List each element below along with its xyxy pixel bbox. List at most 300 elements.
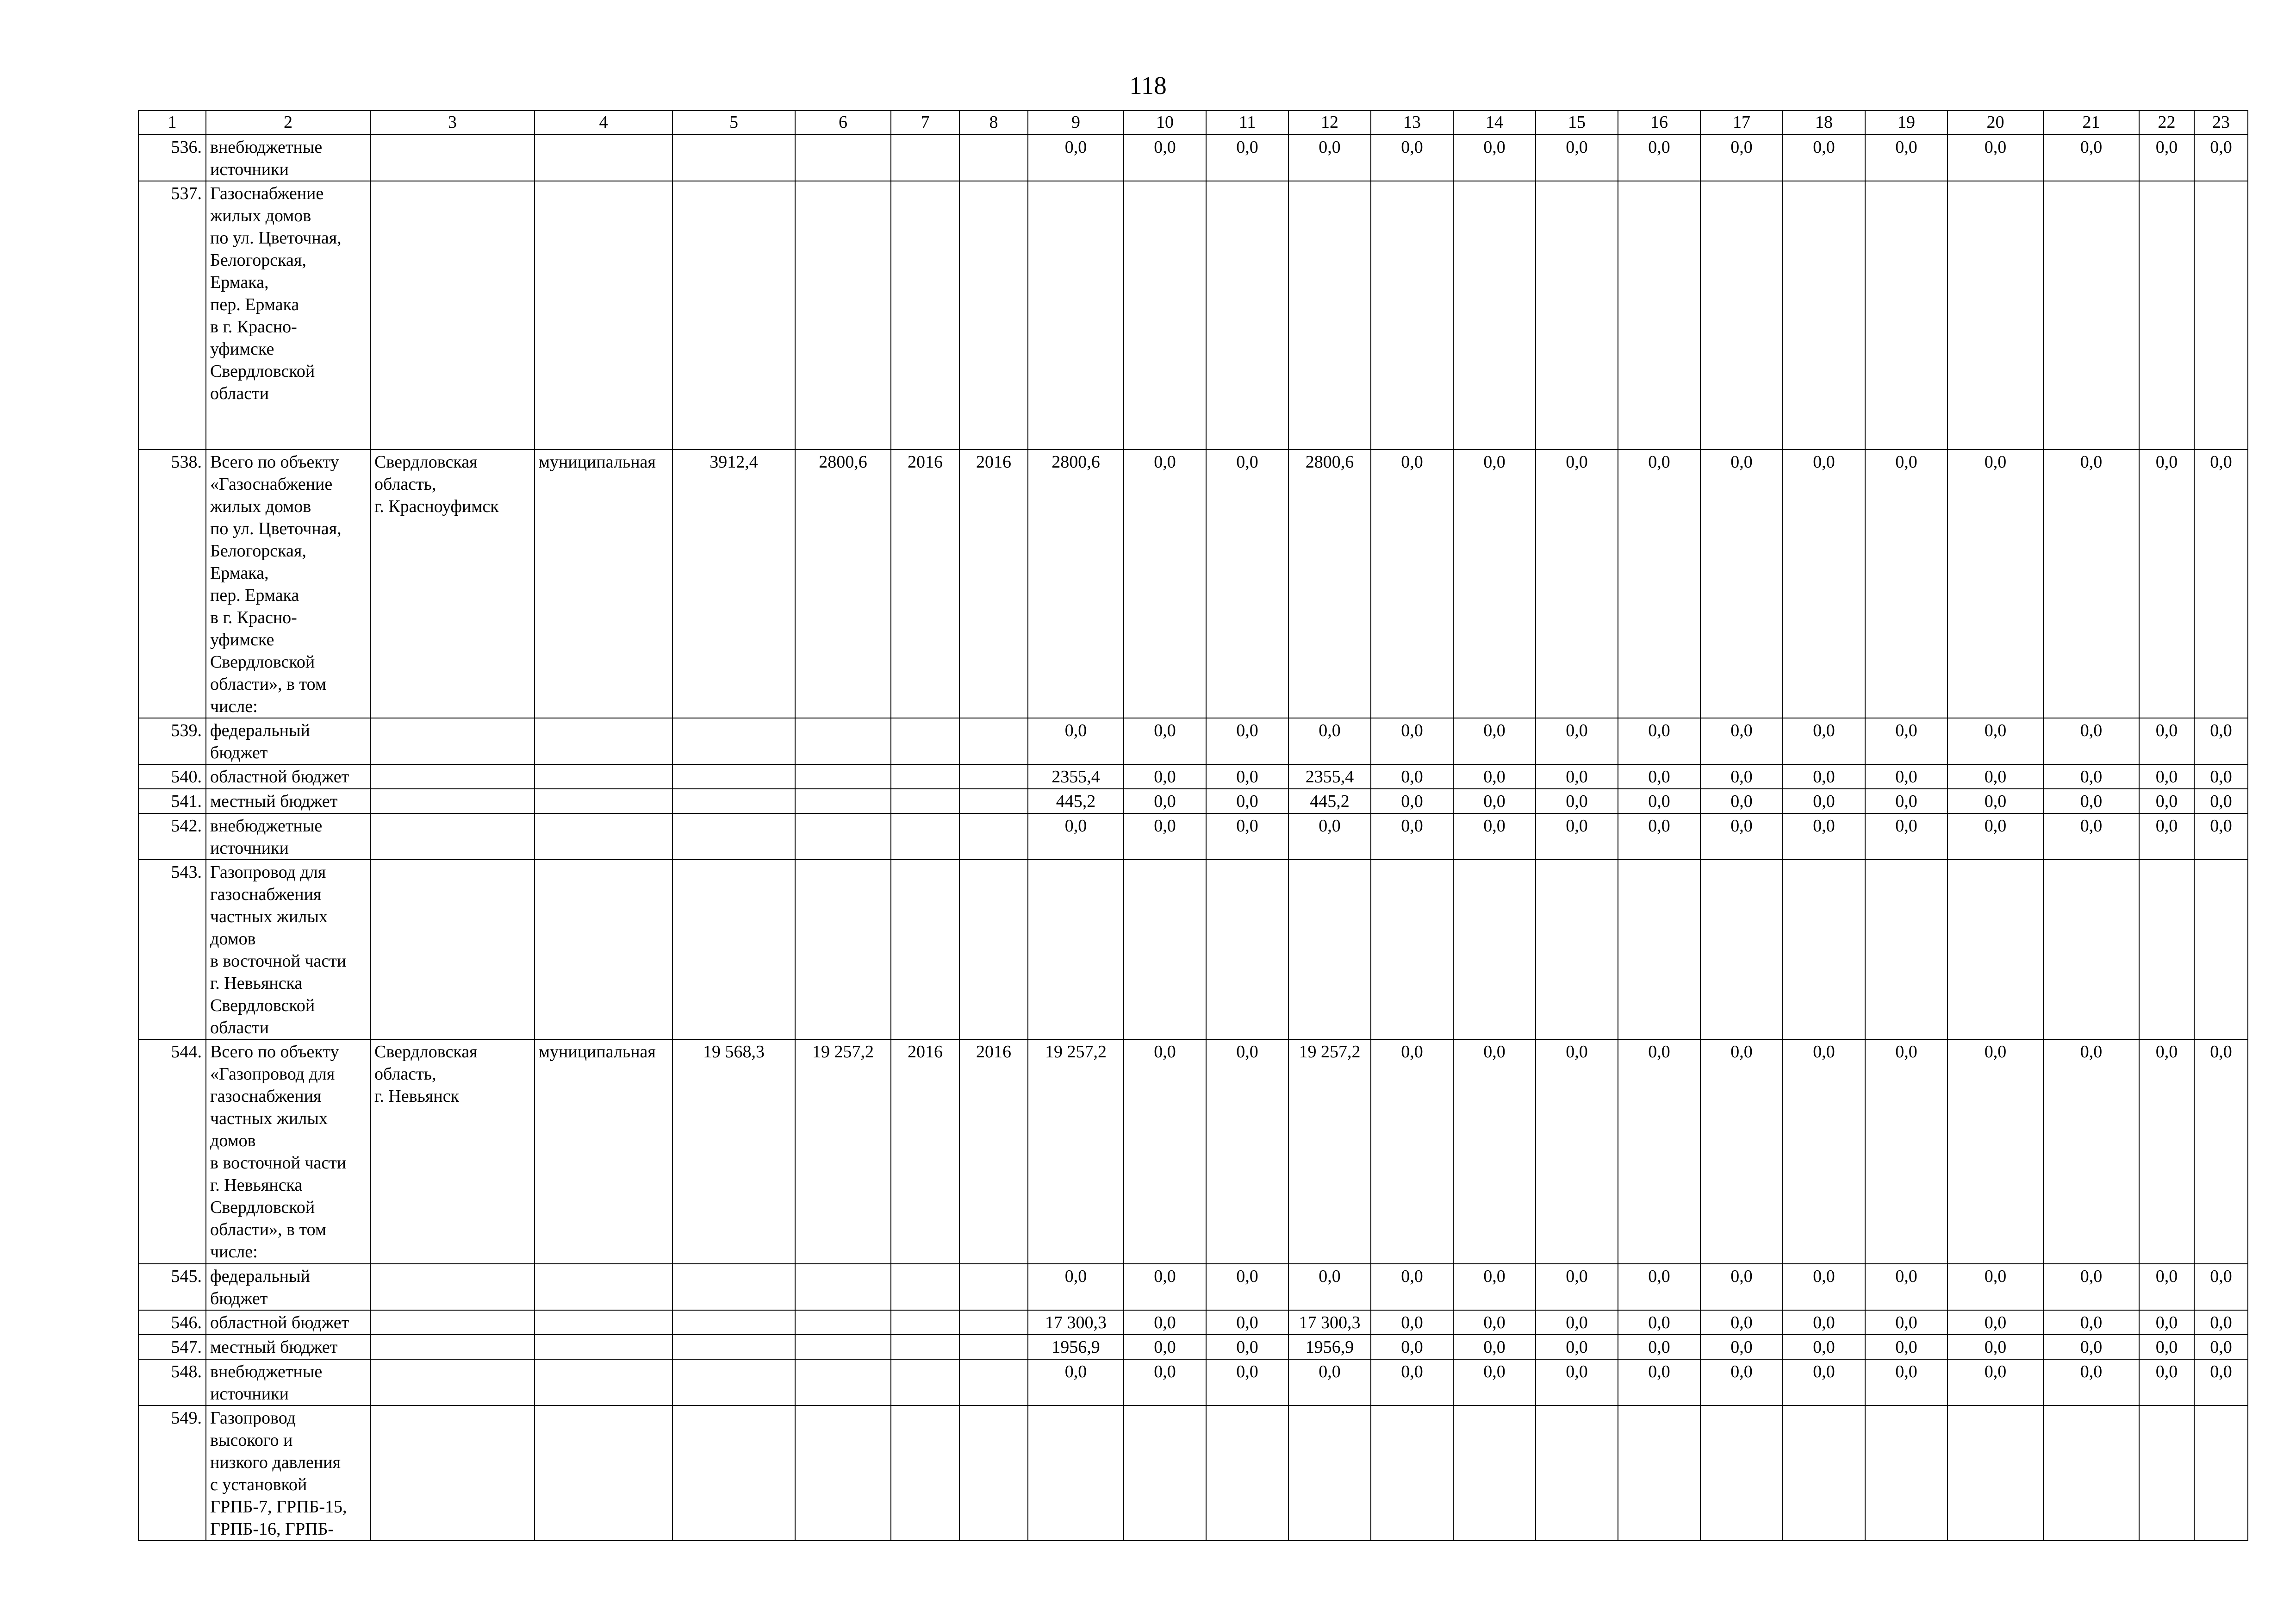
value-col-16: 0,0 — [1618, 718, 1700, 764]
start-year — [891, 1405, 959, 1541]
table-row — [138, 764, 2248, 789]
estimated-cost — [672, 860, 795, 1039]
value-col-13: 0,0 — [1371, 135, 1453, 181]
value-col-10: 0,0 — [1124, 1359, 1206, 1405]
value-col-17: 0,0 — [1700, 1335, 1783, 1359]
value-col-19 — [1865, 181, 1948, 450]
remaining-cost — [795, 860, 891, 1039]
value-col-13: 0,0 — [1371, 789, 1453, 813]
estimated-cost — [672, 813, 795, 860]
value-col-11 — [1206, 181, 1288, 450]
value-col-22: 0,0 — [2139, 764, 2194, 789]
start-year — [891, 718, 959, 764]
value-col-19: 0,0 — [1865, 135, 1948, 181]
value-col-20: 0,0 — [1948, 1310, 2043, 1335]
end-year — [959, 135, 1028, 181]
item-name: областной бюджет — [206, 1310, 370, 1335]
estimated-cost: 19 568,3 — [672, 1039, 795, 1264]
value-col-13: 0,0 — [1371, 1359, 1453, 1405]
value-col-10: 0,0 — [1124, 1264, 1206, 1310]
value-col-13: 0,0 — [1371, 764, 1453, 789]
value-col-17: 0,0 — [1700, 1310, 1783, 1335]
value-col-14: 0,0 — [1453, 1264, 1536, 1310]
value-col-22: 0,0 — [2139, 1335, 2194, 1359]
value-col-11: 0,0 — [1206, 789, 1288, 813]
value-col-12: 1956,9 — [1288, 1335, 1371, 1359]
table-body — [138, 111, 2248, 1541]
column-number-17: 17 — [1700, 111, 1783, 135]
table-row — [138, 181, 2248, 450]
value-col-12 — [1288, 860, 1371, 1039]
value-col-21: 0,0 — [2043, 1359, 2139, 1405]
value-col-18 — [1783, 1405, 1865, 1541]
location — [370, 181, 535, 450]
ownership-form — [535, 135, 672, 181]
column-number-13: 13 — [1371, 111, 1453, 135]
column-number-16: 16 — [1618, 111, 1700, 135]
end-year: 2016 — [959, 1039, 1028, 1264]
value-col-13: 0,0 — [1371, 450, 1453, 718]
value-col-17: 0,0 — [1700, 135, 1783, 181]
value-col-13: 0,0 — [1371, 1335, 1453, 1359]
value-col-10 — [1124, 860, 1206, 1039]
remaining-cost — [795, 1335, 891, 1359]
value-col-15: 0,0 — [1536, 813, 1618, 860]
value-col-9: 0,0 — [1028, 1359, 1124, 1405]
estimated-cost — [672, 135, 795, 181]
value-col-10: 0,0 — [1124, 789, 1206, 813]
value-col-12: 445,2 — [1288, 789, 1371, 813]
column-number-19: 19 — [1865, 111, 1948, 135]
remaining-cost — [795, 135, 891, 181]
item-name: федеральный бюджет — [206, 1264, 370, 1310]
column-number-23: 23 — [2194, 111, 2248, 135]
column-number-row — [138, 111, 2248, 135]
estimated-cost — [672, 1264, 795, 1310]
item-name: внебюджетные источники — [206, 813, 370, 860]
value-col-20: 0,0 — [1948, 135, 2043, 181]
location — [370, 1335, 535, 1359]
value-col-15 — [1536, 181, 1618, 450]
remaining-cost — [795, 1264, 891, 1310]
value-col-15: 0,0 — [1536, 1264, 1618, 1310]
value-col-18: 0,0 — [1783, 135, 1865, 181]
value-col-12: 0,0 — [1288, 813, 1371, 860]
remaining-cost — [795, 1310, 891, 1335]
value-col-11: 0,0 — [1206, 813, 1288, 860]
location — [370, 1310, 535, 1335]
column-number-5: 5 — [672, 111, 795, 135]
value-col-23: 0,0 — [2194, 1264, 2248, 1310]
value-col-14: 0,0 — [1453, 1359, 1536, 1405]
value-col-19: 0,0 — [1865, 813, 1948, 860]
value-col-15: 0,0 — [1536, 764, 1618, 789]
value-col-10 — [1124, 181, 1206, 450]
start-year — [891, 764, 959, 789]
location — [370, 1405, 535, 1541]
ownership-form — [535, 813, 672, 860]
value-col-22: 0,0 — [2139, 813, 2194, 860]
ownership-form — [535, 1335, 672, 1359]
value-col-23: 0,0 — [2194, 1335, 2248, 1359]
value-col-23: 0,0 — [2194, 789, 2248, 813]
ownership-form: муниципальная — [535, 1039, 672, 1264]
value-col-19: 0,0 — [1865, 1310, 1948, 1335]
estimated-cost — [672, 789, 795, 813]
value-col-14: 0,0 — [1453, 789, 1536, 813]
location — [370, 789, 535, 813]
column-number-3: 3 — [370, 111, 535, 135]
value-col-20: 0,0 — [1948, 1359, 2043, 1405]
value-col-22: 0,0 — [2139, 450, 2194, 718]
item-name: Газопровод для газоснабжения частных жилых домов в восточной части г. Невьянска Свердловской области — [206, 860, 370, 1039]
estimated-cost — [672, 764, 795, 789]
value-col-20 — [1948, 860, 2043, 1039]
value-col-17: 0,0 — [1700, 718, 1783, 764]
value-col-9 — [1028, 860, 1124, 1039]
value-col-10: 0,0 — [1124, 1039, 1206, 1264]
remaining-cost: 2800,6 — [795, 450, 891, 718]
value-col-21: 0,0 — [2043, 450, 2139, 718]
estimated-cost — [672, 1405, 795, 1541]
end-year — [959, 181, 1028, 450]
value-col-16: 0,0 — [1618, 1264, 1700, 1310]
column-number-7: 7 — [891, 111, 959, 135]
value-col-21: 0,0 — [2043, 789, 2139, 813]
start-year — [891, 813, 959, 860]
value-col-21: 0,0 — [2043, 1310, 2139, 1335]
value-col-9 — [1028, 181, 1124, 450]
value-col-13: 0,0 — [1371, 813, 1453, 860]
location — [370, 1359, 535, 1405]
value-col-22: 0,0 — [2139, 789, 2194, 813]
value-col-22: 0,0 — [2139, 1264, 2194, 1310]
value-col-9: 1956,9 — [1028, 1335, 1124, 1359]
item-name: Газоснабжение жилых домов по ул. Цветочная, Белогорская, Ермака, пер. Ермака в г. Красно- уфимске Свердловской области — [206, 181, 370, 450]
value-col-18: 0,0 — [1783, 1039, 1865, 1264]
value-col-13: 0,0 — [1371, 1310, 1453, 1335]
value-col-11: 0,0 — [1206, 1039, 1288, 1264]
start-year — [891, 1359, 959, 1405]
value-col-23: 0,0 — [2194, 718, 2248, 764]
table-row — [138, 135, 2248, 181]
item-name: местный бюджет — [206, 1335, 370, 1359]
value-col-10: 0,0 — [1124, 1335, 1206, 1359]
value-col-16: 0,0 — [1618, 789, 1700, 813]
value-col-20 — [1948, 1405, 2043, 1541]
value-col-10 — [1124, 1405, 1206, 1541]
start-year — [891, 1264, 959, 1310]
value-col-18: 0,0 — [1783, 1359, 1865, 1405]
value-col-14: 0,0 — [1453, 450, 1536, 718]
value-col-22: 0,0 — [2139, 718, 2194, 764]
value-col-12: 0,0 — [1288, 1359, 1371, 1405]
location — [370, 135, 535, 181]
table-row — [138, 718, 2248, 764]
ownership-form — [535, 789, 672, 813]
column-number-4: 4 — [535, 111, 672, 135]
end-year — [959, 860, 1028, 1039]
value-col-16: 0,0 — [1618, 1039, 1700, 1264]
remaining-cost — [795, 181, 891, 450]
value-col-10: 0,0 — [1124, 135, 1206, 181]
row-number: 541. — [138, 789, 206, 813]
remaining-cost — [795, 813, 891, 860]
table-row — [138, 450, 2248, 718]
estimated-cost — [672, 181, 795, 450]
column-number-11: 11 — [1206, 111, 1288, 135]
value-col-18: 0,0 — [1783, 718, 1865, 764]
value-col-21: 0,0 — [2043, 1039, 2139, 1264]
value-col-16: 0,0 — [1618, 1359, 1700, 1405]
start-year: 2016 — [891, 1039, 959, 1264]
value-col-11 — [1206, 860, 1288, 1039]
value-col-14 — [1453, 1405, 1536, 1541]
ownership-form — [535, 1264, 672, 1310]
value-col-18: 0,0 — [1783, 764, 1865, 789]
value-col-16: 0,0 — [1618, 1335, 1700, 1359]
value-col-15: 0,0 — [1536, 1039, 1618, 1264]
value-col-12: 2355,4 — [1288, 764, 1371, 789]
table-row — [138, 860, 2248, 1039]
value-col-16 — [1618, 181, 1700, 450]
value-col-22 — [2139, 181, 2194, 450]
estimated-cost — [672, 1310, 795, 1335]
column-number-10: 10 — [1124, 111, 1206, 135]
value-col-14: 0,0 — [1453, 1310, 1536, 1335]
location — [370, 813, 535, 860]
value-col-19 — [1865, 860, 1948, 1039]
value-col-23: 0,0 — [2194, 1039, 2248, 1264]
value-col-16 — [1618, 860, 1700, 1039]
estimated-cost — [672, 718, 795, 764]
value-col-19: 0,0 — [1865, 764, 1948, 789]
start-year — [891, 135, 959, 181]
ownership-form — [535, 1359, 672, 1405]
item-name: федеральный бюджет — [206, 718, 370, 764]
value-col-11: 0,0 — [1206, 450, 1288, 718]
value-col-21: 0,0 — [2043, 813, 2139, 860]
value-col-14: 0,0 — [1453, 1335, 1536, 1359]
value-col-19: 0,0 — [1865, 789, 1948, 813]
value-col-17: 0,0 — [1700, 789, 1783, 813]
row-number: 538. — [138, 450, 206, 718]
ownership-form — [535, 181, 672, 450]
value-col-14 — [1453, 860, 1536, 1039]
table-row — [138, 1405, 2248, 1541]
value-col-10: 0,0 — [1124, 718, 1206, 764]
remaining-cost — [795, 1405, 891, 1541]
value-col-9 — [1028, 1405, 1124, 1541]
row-number: 547. — [138, 1335, 206, 1359]
value-col-19 — [1865, 1405, 1948, 1541]
row-number: 548. — [138, 1359, 206, 1405]
value-col-20: 0,0 — [1948, 1039, 2043, 1264]
value-col-16: 0,0 — [1618, 813, 1700, 860]
value-col-23: 0,0 — [2194, 135, 2248, 181]
value-col-11: 0,0 — [1206, 718, 1288, 764]
start-year — [891, 1335, 959, 1359]
value-col-14: 0,0 — [1453, 813, 1536, 860]
location — [370, 860, 535, 1039]
value-col-20: 0,0 — [1948, 1335, 2043, 1359]
value-col-13 — [1371, 860, 1453, 1039]
value-col-15: 0,0 — [1536, 718, 1618, 764]
value-col-13: 0,0 — [1371, 1264, 1453, 1310]
value-col-13 — [1371, 181, 1453, 450]
row-number: 540. — [138, 764, 206, 789]
value-col-22: 0,0 — [2139, 1039, 2194, 1264]
remaining-cost — [795, 789, 891, 813]
value-col-19: 0,0 — [1865, 1039, 1948, 1264]
investment-table — [138, 110, 2248, 1541]
value-col-14: 0,0 — [1453, 1039, 1536, 1264]
value-col-15 — [1536, 1405, 1618, 1541]
row-number: 549. — [138, 1405, 206, 1541]
value-col-9: 0,0 — [1028, 135, 1124, 181]
value-col-15: 0,0 — [1536, 450, 1618, 718]
table-row — [138, 1335, 2248, 1359]
end-year: 2016 — [959, 450, 1028, 718]
value-col-13: 0,0 — [1371, 718, 1453, 764]
value-col-16: 0,0 — [1618, 1310, 1700, 1335]
item-name: Всего по объекту «Газоснабжение жилых домов по ул. Цветочная, Белогорская, Ермака, пер. Ермака в г. Красно- уфимске Свердловской области», в том числе: — [206, 450, 370, 718]
value-col-10: 0,0 — [1124, 450, 1206, 718]
value-col-11: 0,0 — [1206, 1264, 1288, 1310]
value-col-15: 0,0 — [1536, 1310, 1618, 1335]
value-col-18 — [1783, 860, 1865, 1039]
value-col-17 — [1700, 1405, 1783, 1541]
start-year — [891, 860, 959, 1039]
value-col-19: 0,0 — [1865, 1335, 1948, 1359]
ownership-form — [535, 1310, 672, 1335]
value-col-15: 0,0 — [1536, 1335, 1618, 1359]
value-col-12 — [1288, 181, 1371, 450]
value-col-23: 0,0 — [2194, 450, 2248, 718]
row-number: 537. — [138, 181, 206, 450]
item-name: внебюджетные источники — [206, 1359, 370, 1405]
table-row — [138, 813, 2248, 860]
value-col-16 — [1618, 1405, 1700, 1541]
value-col-20 — [1948, 181, 2043, 450]
column-number-9: 9 — [1028, 111, 1124, 135]
value-col-18: 0,0 — [1783, 450, 1865, 718]
location — [370, 1264, 535, 1310]
row-number: 543. — [138, 860, 206, 1039]
value-col-23: 0,0 — [2194, 1310, 2248, 1335]
value-col-12: 17 300,3 — [1288, 1310, 1371, 1335]
row-number: 539. — [138, 718, 206, 764]
value-col-23 — [2194, 181, 2248, 450]
value-col-23: 0,0 — [2194, 813, 2248, 860]
value-col-19: 0,0 — [1865, 1264, 1948, 1310]
value-col-18: 0,0 — [1783, 789, 1865, 813]
value-col-12: 2800,6 — [1288, 450, 1371, 718]
item-name: местный бюджет — [206, 789, 370, 813]
value-col-21 — [2043, 860, 2139, 1039]
value-col-9: 445,2 — [1028, 789, 1124, 813]
value-col-22: 0,0 — [2139, 135, 2194, 181]
value-col-11: 0,0 — [1206, 764, 1288, 789]
value-col-12 — [1288, 1405, 1371, 1541]
ownership-form — [535, 1405, 672, 1541]
column-number-22: 22 — [2139, 111, 2194, 135]
start-year — [891, 181, 959, 450]
location: Свердловская область, г. Невьянск — [370, 1039, 535, 1264]
location: Свердловская область, г. Красноуфимск — [370, 450, 535, 718]
column-number-1: 1 — [138, 111, 206, 135]
value-col-9: 0,0 — [1028, 718, 1124, 764]
value-col-20: 0,0 — [1948, 450, 2043, 718]
value-col-18: 0,0 — [1783, 1310, 1865, 1335]
table-row — [138, 1039, 2248, 1264]
value-col-20: 0,0 — [1948, 764, 2043, 789]
end-year — [959, 1405, 1028, 1541]
value-col-15: 0,0 — [1536, 789, 1618, 813]
end-year — [959, 789, 1028, 813]
value-col-17: 0,0 — [1700, 764, 1783, 789]
value-col-14: 0,0 — [1453, 764, 1536, 789]
value-col-12: 19 257,2 — [1288, 1039, 1371, 1264]
remaining-cost — [795, 718, 891, 764]
end-year — [959, 1310, 1028, 1335]
column-number-12: 12 — [1288, 111, 1371, 135]
item-name: Газопровод высокого и низкого давления с установкой ГРПБ-7, ГРПБ-15, ГРПБ-16, ГРПБ- — [206, 1405, 370, 1541]
value-col-23 — [2194, 1405, 2248, 1541]
column-number-6: 6 — [795, 111, 891, 135]
value-col-12: 0,0 — [1288, 718, 1371, 764]
value-col-19: 0,0 — [1865, 450, 1948, 718]
value-col-17: 0,0 — [1700, 1264, 1783, 1310]
value-col-17: 0,0 — [1700, 813, 1783, 860]
value-col-16: 0,0 — [1618, 764, 1700, 789]
value-col-10: 0,0 — [1124, 764, 1206, 789]
value-col-10: 0,0 — [1124, 1310, 1206, 1335]
value-col-22 — [2139, 860, 2194, 1039]
row-number: 545. — [138, 1264, 206, 1310]
value-col-9: 19 257,2 — [1028, 1039, 1124, 1264]
start-year — [891, 1310, 959, 1335]
ownership-form — [535, 764, 672, 789]
column-number-2: 2 — [206, 111, 370, 135]
remaining-cost: 19 257,2 — [795, 1039, 891, 1264]
end-year — [959, 813, 1028, 860]
start-year: 2016 — [891, 450, 959, 718]
column-number-20: 20 — [1948, 111, 2043, 135]
column-number-15: 15 — [1536, 111, 1618, 135]
value-col-9: 17 300,3 — [1028, 1310, 1124, 1335]
end-year — [959, 764, 1028, 789]
ownership-form — [535, 860, 672, 1039]
value-col-14: 0,0 — [1453, 135, 1536, 181]
table-row — [138, 1310, 2248, 1335]
value-col-15: 0,0 — [1536, 1359, 1618, 1405]
value-col-11: 0,0 — [1206, 1335, 1288, 1359]
value-col-11: 0,0 — [1206, 1359, 1288, 1405]
value-col-17: 0,0 — [1700, 450, 1783, 718]
value-col-15 — [1536, 860, 1618, 1039]
column-number-18: 18 — [1783, 111, 1865, 135]
value-col-10: 0,0 — [1124, 813, 1206, 860]
value-col-23 — [2194, 860, 2248, 1039]
table-row — [138, 789, 2248, 813]
start-year — [891, 789, 959, 813]
value-col-9: 2355,4 — [1028, 764, 1124, 789]
value-col-11: 0,0 — [1206, 1310, 1288, 1335]
value-col-23: 0,0 — [2194, 764, 2248, 789]
value-col-12: 0,0 — [1288, 1264, 1371, 1310]
value-col-18: 0,0 — [1783, 813, 1865, 860]
